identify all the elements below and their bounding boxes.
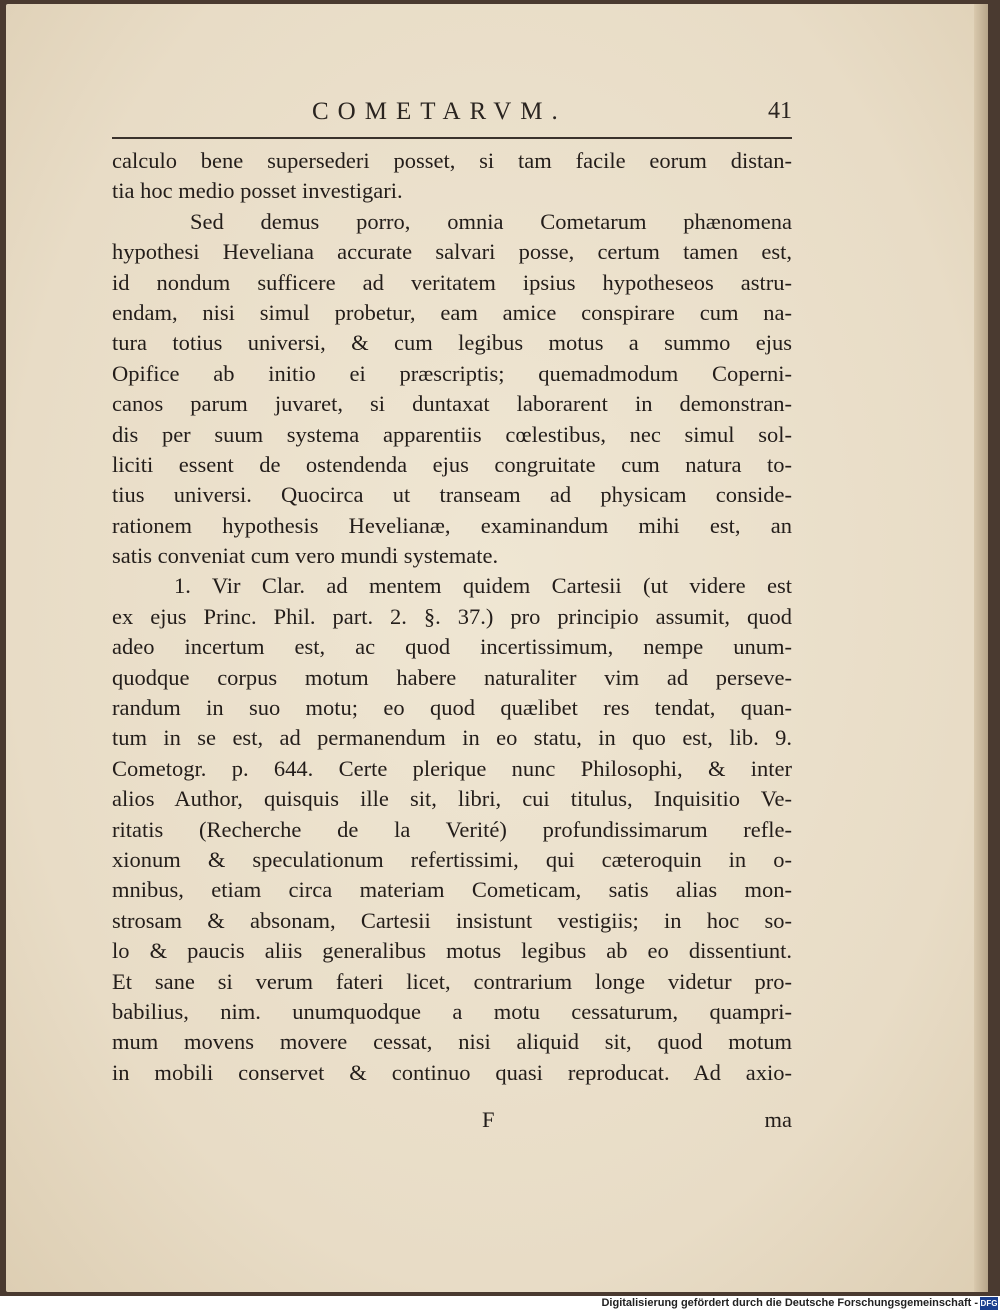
text-line: 1. Vir Clar. ad mentem quidem Cartesii (ut videre est	[174, 573, 792, 599]
text-line: rationem hypothesis Hevelianæ, examinandum mihi est, an	[112, 512, 792, 538]
text-line: xionum & speculationum refertissimi, qui cæteroquin in o-	[112, 846, 792, 872]
body-text	[112, 146, 792, 1088]
text-line: randum in suo motu; eo quod quælibet res tendat, quan-	[112, 695, 792, 721]
page-footer	[112, 1107, 792, 1139]
text-line: tura totius universi, & cum legibus motus a summo ejus	[112, 330, 792, 356]
credit-text: Digitalisierung gefördert durch die Deutsche Forschungsgemeinschaft -	[601, 1297, 978, 1309]
text-line: in mobili conservet & continuo quasi reproducat. Ad axio-	[112, 1059, 792, 1085]
signature-mark: F	[482, 1107, 495, 1132]
text-line: Cometogr. p. 644. Certe plerique nunc Philosophi, & inter	[112, 755, 792, 781]
header-rule	[112, 137, 792, 139]
text-line: Opifice ab initio ei præscriptis; quemadmodum Coperni-	[112, 360, 792, 386]
text-line: mnibus, etiam circa materiam Cometicam, satis alias mon-	[112, 877, 792, 903]
text-line: ritatis (Recherche de la Verité) profundissimarum refle-	[112, 816, 792, 842]
text-line: dis per suum systema apparentiis cœlestibus, nec simul sol-	[112, 421, 792, 447]
text-line: liciti essent de ostendenda ejus congruitate cum natura to-	[112, 451, 792, 477]
text-line: Et sane si verum fateri licet, contrarium longe videtur pro-	[112, 968, 792, 994]
catchword: ma	[764, 1107, 792, 1132]
text-line: tum in se est, ad permanendum in eo statu, in quo est, lib. 9.	[112, 725, 792, 751]
text-line: satis conveniat cum vero mundi systemate.	[112, 543, 499, 569]
text-line: babilius, nim. unumquodque a motu cessaturum, quampri-	[112, 998, 792, 1024]
text-line: lo & paucis aliis generalibus motus legibus ab eo dissentiunt.	[112, 938, 792, 964]
text-line: strosam & absonam, Cartesii insistunt vestigiis; in hoc so-	[112, 907, 792, 933]
text-line: calculo bene supersederi posset, si tam facile eorum distan-	[112, 148, 792, 173]
running-title: COMETARVM.	[312, 98, 567, 125]
page-header	[112, 96, 792, 136]
text-line: hypothesi Heveliana accurate salvari posse, certum tamen est,	[112, 239, 792, 265]
text-line: id nondum sufficere ad veritatem ipsius hypotheseos astru-	[112, 269, 792, 295]
dfg-logo-icon: DFG	[980, 1299, 998, 1308]
text-line: ex ejus Princ. Phil. part. 2. §. 37.) pro principio assumit, quod	[112, 603, 792, 629]
page-number: 41	[768, 98, 792, 124]
text-line: adeo incertum est, ac quod incertissimum, nempe unum-	[112, 634, 792, 660]
text-line: Sed demus porro, omnia Cometarum phænomena	[190, 208, 792, 234]
text-line: tius universi. Quocirca ut transeam ad physicam conside-	[112, 482, 792, 508]
text-line: canos parum juvaret, si duntaxat laborarent in demonstran-	[112, 391, 792, 417]
digitization-credit	[0, 1296, 1000, 1312]
text-line: tia hoc medio posset investigari.	[112, 178, 403, 204]
text-line: alios Author, quisquis ille sit, libri, cui titulus, Inquisitio Ve-	[112, 786, 792, 812]
text-line: mum movens movere cessat, nisi aliquid sit, quod motum	[112, 1029, 792, 1055]
text-line: endam, nisi simul probetur, eam amice conspirare cum na-	[112, 299, 792, 325]
text-line: quodque corpus motum habere naturaliter vim ad perseve-	[112, 664, 792, 690]
page-gutter	[974, 4, 988, 1292]
